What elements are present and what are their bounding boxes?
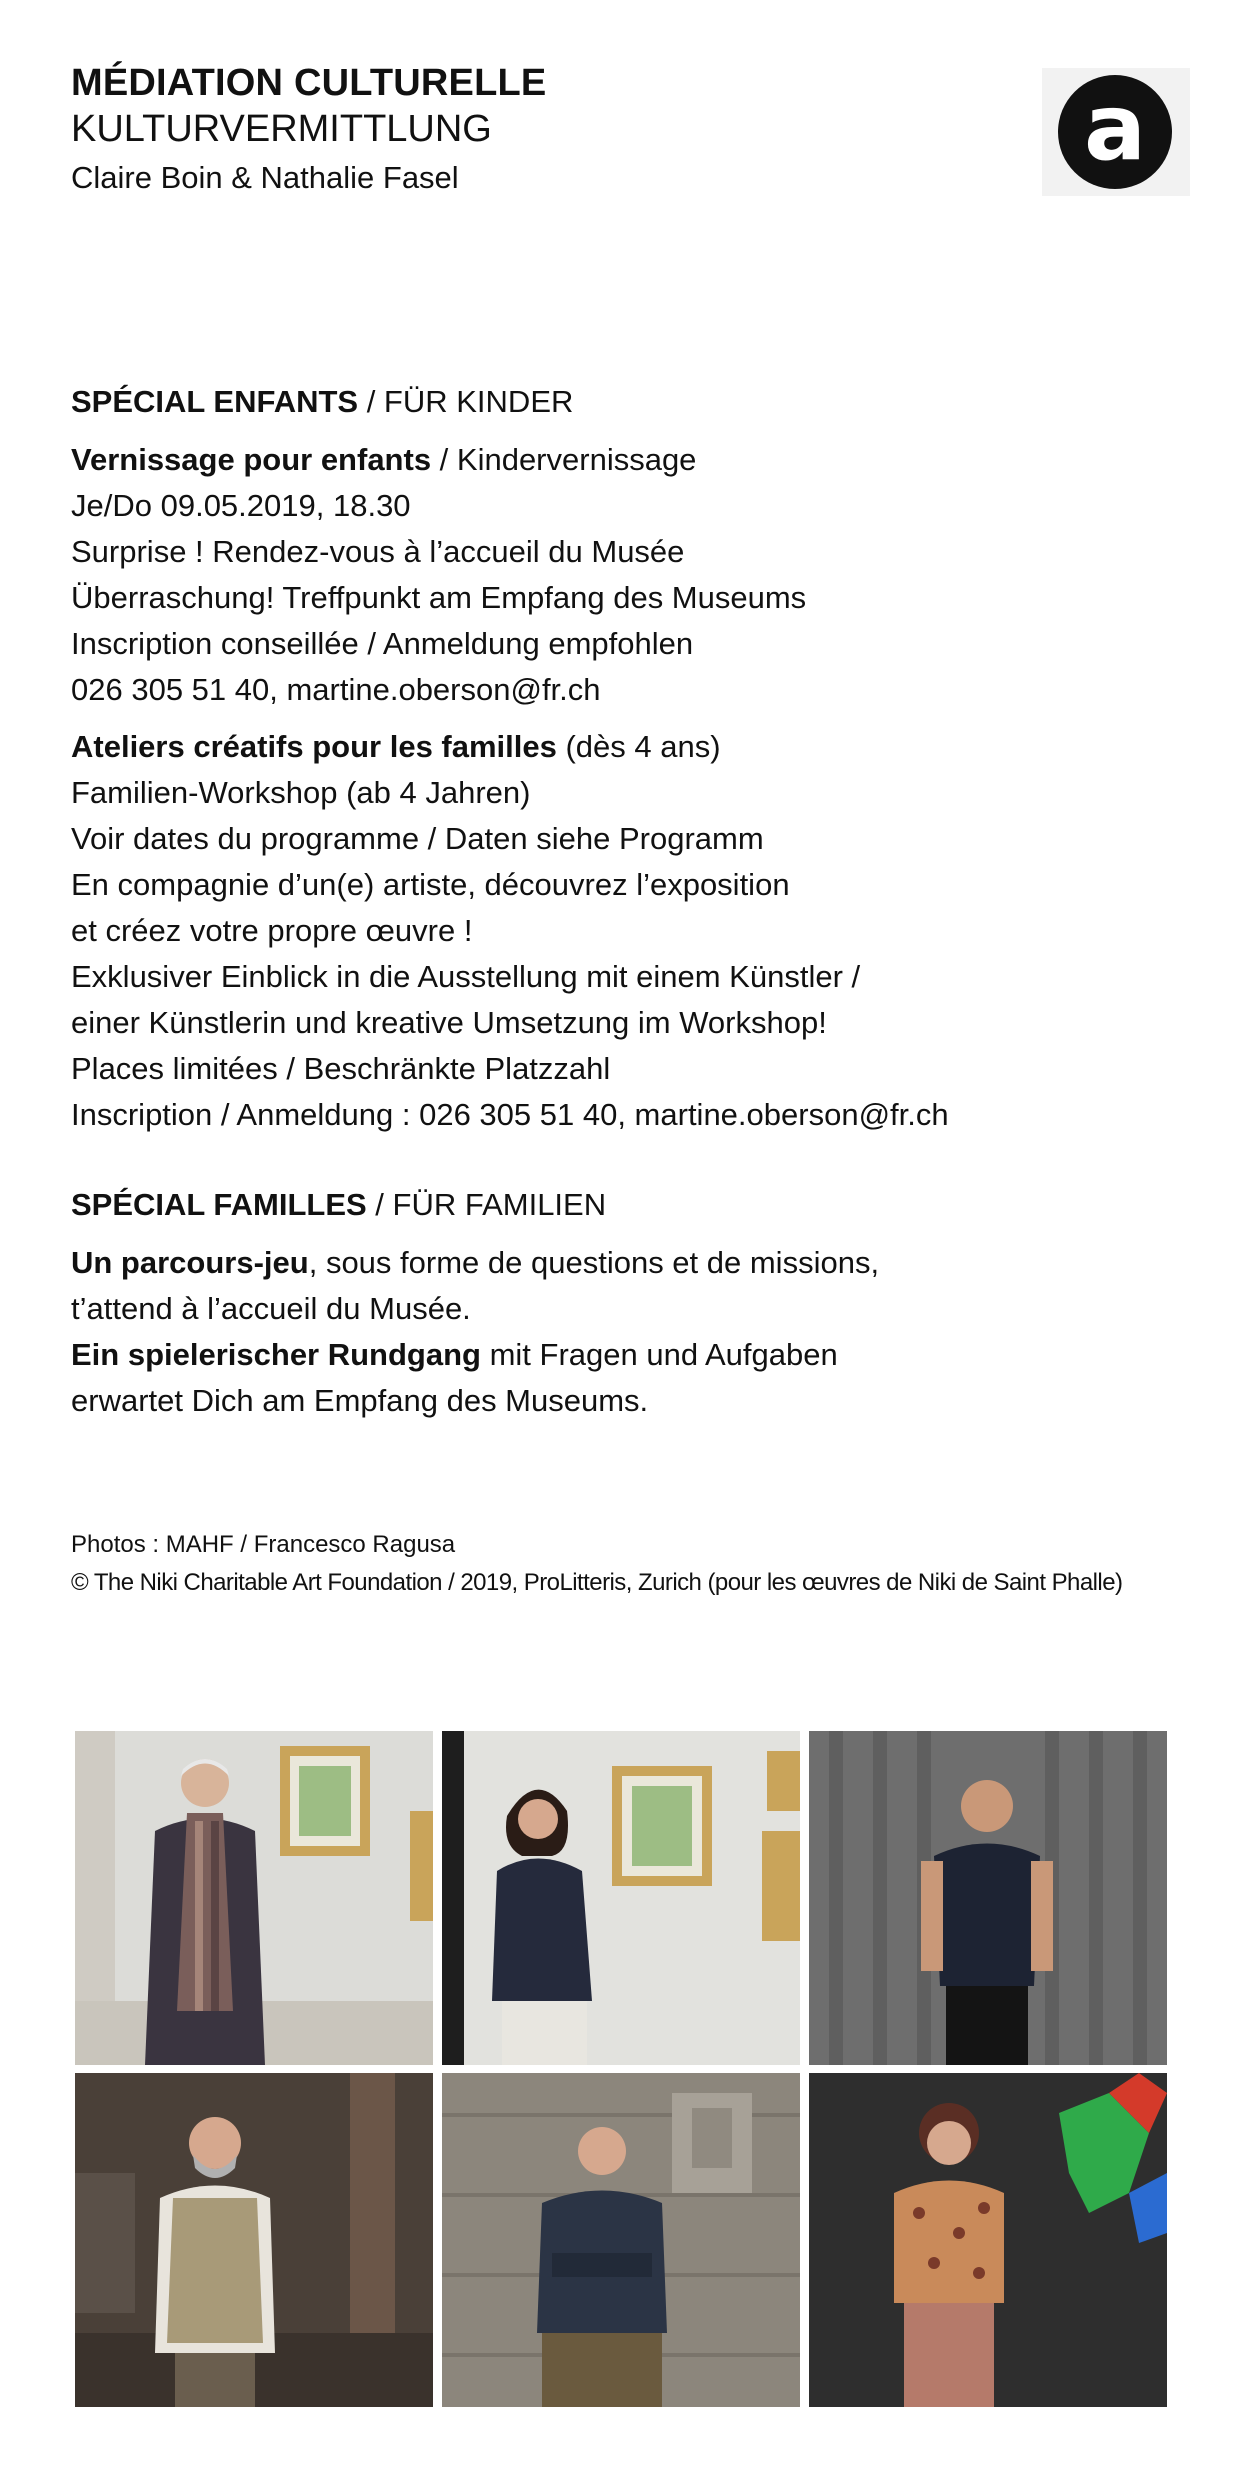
copyright-line: © The Niki Charitable Art Foundation / 2019, ProLitteris, Zurich (pour les œuvres de Niki de Saint Phalle): [71, 1569, 1123, 1596]
ateliers-desc-de-2: einer Künstlerin und kreative Umsetzung im Workshop!: [71, 1005, 827, 1040]
vernissage-line-de: Überraschung! Treffpunkt am Empfang des Museums: [71, 580, 807, 615]
portrait-photo-5: [442, 2073, 800, 2407]
ateliers-desc-de-1: Exklusiver Einblick in die Ausstellung mit einem Künstler /: [71, 959, 861, 994]
portrait-photo-3: [809, 1731, 1167, 2065]
ateliers-dates: Voir dates du programme / Daten siehe Programm: [71, 821, 764, 856]
vernissage-title: Vernissage pour enfants / Kindervernissage: [71, 442, 697, 477]
photo-credits: [71, 1526, 1122, 1602]
portrait-man-tshirt-image: [809, 1731, 1167, 2065]
vernissage-date: Je/Do 09.05.2019, 18.30: [71, 488, 411, 523]
portrait-photo-4: [75, 2073, 433, 2407]
ateliers-registration: Inscription / Anmeldung : 026 305 51 40, martine.oberson@fr.ch: [71, 1097, 949, 1132]
portrait-man-scarf-image: [75, 1731, 433, 2065]
portrait-woman-sculpture-image: [809, 2073, 1167, 2407]
page-title: MÉDIATION CULTURELLE: [71, 62, 547, 104]
section-heading-enfants: SPÉCIAL ENFANTS / FÜR KINDER: [71, 384, 574, 419]
ateliers-title: Ateliers créatifs pour les familles (dès 4 ans): [71, 729, 721, 764]
portrait-man-crossed-arms-image: [442, 2073, 800, 2407]
ateliers-places: Places limitées / Beschränkte Platzzahl: [71, 1051, 611, 1086]
museum-logo-icon: a: [1058, 75, 1172, 189]
vernissage-block: [71, 437, 806, 713]
portrait-grid: [75, 1731, 1167, 2407]
portrait-woman-curly-image: [442, 1731, 800, 2065]
familles-de-line-1: Ein spielerischer Rundgang mit Fragen und Aufgaben: [71, 1337, 838, 1372]
header: [71, 60, 546, 200]
museum-logo: [1042, 68, 1190, 196]
vernissage-contact: 026 305 51 40, martine.oberson@fr.ch: [71, 672, 601, 707]
portrait-photo-2: [442, 1731, 800, 2065]
photo-credit-line: Photos : MAHF / Francesco Ragusa: [71, 1531, 456, 1558]
portrait-photo-6: [809, 2073, 1167, 2407]
author-names: Claire Boin & Nathalie Fasel: [71, 160, 459, 195]
portrait-man-vest-image: [75, 2073, 433, 2407]
vernissage-registration: Inscription conseillée / Anmeldung empfohlen: [71, 626, 694, 661]
vernissage-line-fr: Surprise ! Rendez-vous à l’accueil du Musée: [71, 534, 685, 569]
ateliers-block: [71, 724, 949, 1138]
familles-de-line-2: erwartet Dich am Empfang des Museums.: [71, 1383, 649, 1418]
section-heading-familles: SPÉCIAL FAMILLES / FÜR FAMILIEN: [71, 1187, 607, 1222]
ateliers-desc-fr-2: et créez votre propre œuvre !: [71, 913, 473, 948]
familles-fr-line-1: Un parcours-jeu, sous forme de questions et de missions,: [71, 1245, 880, 1280]
ateliers-title-de: Familien-Workshop (ab 4 Jahren): [71, 775, 531, 810]
page-subtitle: KULTURVERMITTLUNG: [71, 108, 492, 150]
portrait-photo-1: [75, 1731, 433, 2065]
familles-block: [71, 1240, 879, 1424]
ateliers-desc-fr-1: En compagnie d’un(e) artiste, découvrez l’exposition: [71, 867, 790, 902]
familles-fr-line-2: t’attend à l’accueil du Musée.: [71, 1291, 471, 1326]
